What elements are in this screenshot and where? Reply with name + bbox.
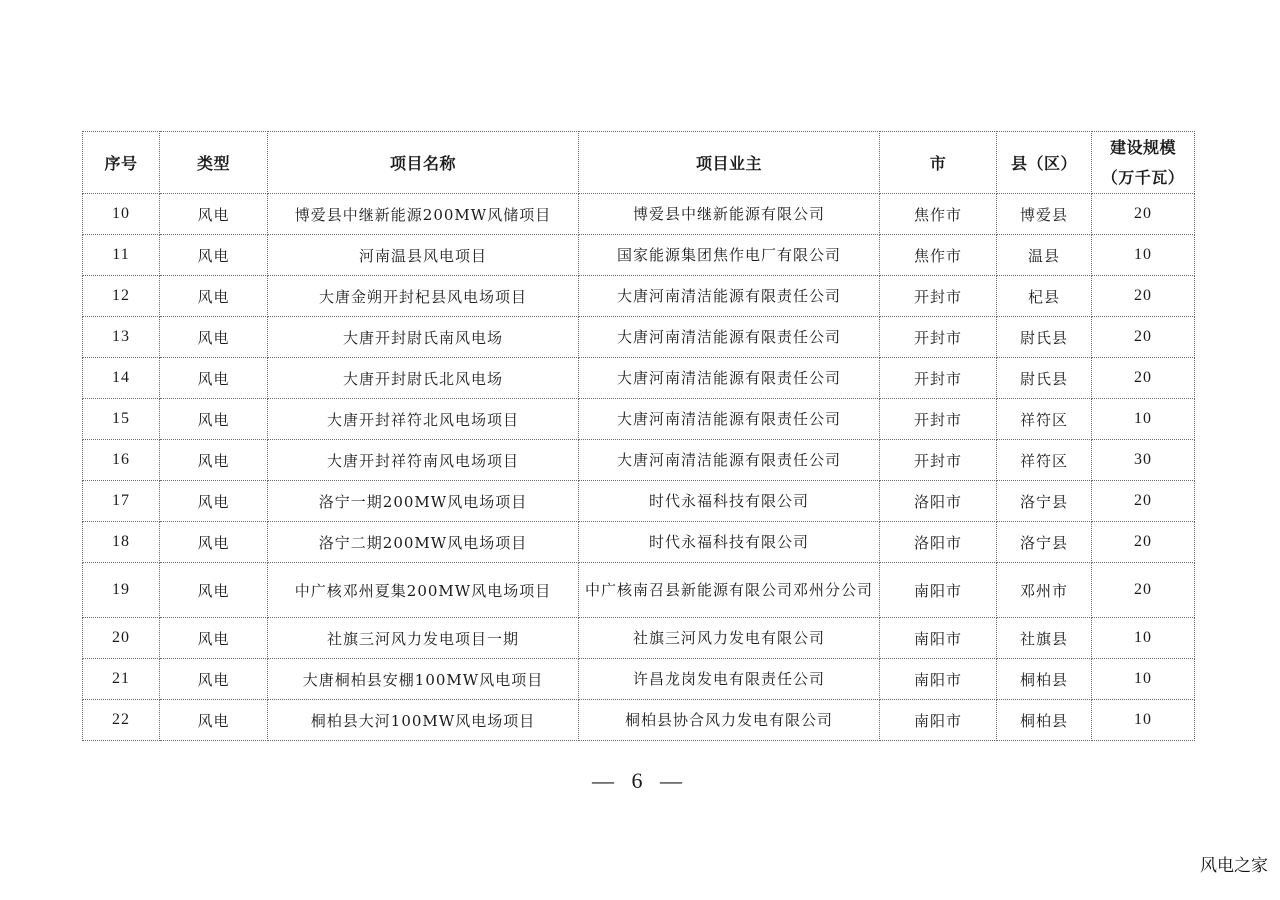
cell-project-name: 大唐开封尉氏南风电场 [268, 317, 579, 358]
header-name: 项目名称 [268, 132, 579, 194]
cell-type: 风电 [160, 563, 268, 618]
cell-city: 南阳市 [880, 618, 997, 659]
cell-county: 社旗县 [997, 618, 1092, 659]
cell-type: 风电 [160, 276, 268, 317]
cell-county: 邓州市 [997, 563, 1092, 618]
cell-county: 博爱县 [997, 194, 1092, 235]
cell-scale: 10 [1092, 659, 1195, 700]
cell-county: 桐柏县 [997, 700, 1092, 741]
cell-county: 洛宁县 [997, 522, 1092, 563]
cell-city: 开封市 [880, 399, 997, 440]
table-row [83, 317, 1195, 358]
cell-project-name: 大唐开封尉氏北风电场 [268, 358, 579, 399]
cell-city: 焦作市 [880, 194, 997, 235]
cell-seq: 19 [83, 563, 160, 618]
cell-type: 风电 [160, 358, 268, 399]
cell-city: 南阳市 [880, 700, 997, 741]
cell-owner: 博爱县中继新能源有限公司 [579, 194, 880, 235]
cell-owner: 时代永福科技有限公司 [579, 481, 880, 522]
cell-county: 尉氏县 [997, 317, 1092, 358]
cell-owner: 大唐河南清洁能源有限责任公司 [579, 358, 880, 399]
cell-scale: 20 [1092, 522, 1195, 563]
header-seq: 序号 [83, 132, 160, 194]
cell-county: 温县 [997, 235, 1092, 276]
cell-project-name: 大唐桐柏县安棚100MW风电项目 [268, 659, 579, 700]
cell-owner: 许昌龙岗发电有限责任公司 [579, 659, 880, 700]
cell-project-name: 河南温县风电项目 [268, 235, 579, 276]
table-row [83, 563, 1195, 618]
cell-city: 开封市 [880, 358, 997, 399]
cell-owner: 大唐河南清洁能源有限责任公司 [579, 276, 880, 317]
table-row [83, 276, 1195, 317]
cell-county: 杞县 [997, 276, 1092, 317]
cell-seq: 10 [83, 194, 160, 235]
page-number: — 6 — [592, 768, 688, 793]
cell-county: 洛宁县 [997, 481, 1092, 522]
cell-project-name: 大唐金朔开封杞县风电场项目 [268, 276, 579, 317]
cell-scale: 10 [1092, 235, 1195, 276]
cell-type: 风电 [160, 235, 268, 276]
cell-seq: 21 [83, 659, 160, 700]
header-county: 县（区） [997, 132, 1092, 194]
table-row [83, 358, 1195, 399]
header-scale [1092, 132, 1195, 194]
header-scale-line1: 建设规模 [1109, 137, 1176, 157]
table-row [83, 481, 1195, 522]
cell-project-name: 洛宁一期200MW风电场项目 [268, 481, 579, 522]
cell-owner: 桐柏县协合风力发电有限公司 [579, 700, 880, 741]
cell-owner: 社旗三河风力发电有限公司 [579, 618, 880, 659]
cell-type: 风电 [160, 399, 268, 440]
cell-seq: 20 [83, 618, 160, 659]
table-row [83, 618, 1195, 659]
table-body [83, 194, 1195, 741]
cell-scale: 20 [1092, 358, 1195, 399]
table-row [83, 522, 1195, 563]
watermark-text: 风电之家 [1200, 856, 1268, 876]
cell-seq: 13 [83, 317, 160, 358]
header-owner: 项目业主 [579, 132, 880, 194]
cell-project-name: 桐柏县大河100MW风电场项目 [268, 700, 579, 741]
cell-type: 风电 [160, 522, 268, 563]
cell-project-name: 洛宁二期200MW风电场项目 [268, 522, 579, 563]
cell-owner: 时代永福科技有限公司 [579, 522, 880, 563]
cell-city: 南阳市 [880, 563, 997, 618]
cell-city: 洛阳市 [880, 481, 997, 522]
cell-project-name: 大唐开封祥符南风电场项目 [268, 440, 579, 481]
cell-type: 风电 [160, 618, 268, 659]
table-row [83, 659, 1195, 700]
cell-scale: 20 [1092, 276, 1195, 317]
cell-project-name: 社旗三河风力发电项目一期 [268, 618, 579, 659]
cell-project-name: 大唐开封祥符北风电场项目 [268, 399, 579, 440]
cell-seq: 14 [83, 358, 160, 399]
cell-city: 开封市 [880, 276, 997, 317]
table-row [83, 399, 1195, 440]
cell-project-name: 中广核邓州夏集200MW风电场项目 [268, 563, 579, 618]
table-header-row [83, 132, 1195, 194]
cell-owner: 大唐河南清洁能源有限责任公司 [579, 399, 880, 440]
cell-type: 风电 [160, 317, 268, 358]
cell-city: 焦作市 [880, 235, 997, 276]
table-row [83, 194, 1195, 235]
cell-scale: 20 [1092, 317, 1195, 358]
header-type: 类型 [160, 132, 268, 194]
cell-county: 祥符区 [997, 399, 1092, 440]
cell-seq: 15 [83, 399, 160, 440]
cell-owner: 国家能源集团焦作电厂有限公司 [579, 235, 880, 276]
cell-scale: 10 [1092, 700, 1195, 741]
cell-county: 祥符区 [997, 440, 1092, 481]
cell-project-name: 博爱县中继新能源200MW风储项目 [268, 194, 579, 235]
cell-scale: 10 [1092, 399, 1195, 440]
cell-type: 风电 [160, 481, 268, 522]
cell-city: 开封市 [880, 440, 997, 481]
table-row [83, 700, 1195, 741]
cell-scale: 20 [1092, 194, 1195, 235]
cell-owner: 中广核南召县新能源有限公司邓州分公司 [579, 563, 880, 618]
cell-owner: 大唐河南清洁能源有限责任公司 [579, 440, 880, 481]
cell-city: 开封市 [880, 317, 997, 358]
cell-owner: 大唐河南清洁能源有限责任公司 [579, 317, 880, 358]
cell-scale: 30 [1092, 440, 1195, 481]
project-table [82, 131, 1195, 741]
cell-type: 风电 [160, 659, 268, 700]
cell-scale: 20 [1092, 563, 1195, 618]
cell-seq: 17 [83, 481, 160, 522]
header-city: 市 [880, 132, 997, 194]
table-row [83, 235, 1195, 276]
cell-seq: 16 [83, 440, 160, 481]
cell-county: 尉氏县 [997, 358, 1092, 399]
cell-seq: 12 [83, 276, 160, 317]
header-scale-line2: （万千瓦） [1101, 167, 1185, 187]
cell-scale: 20 [1092, 481, 1195, 522]
cell-seq: 18 [83, 522, 160, 563]
table-row [83, 440, 1195, 481]
cell-type: 风电 [160, 194, 268, 235]
cell-seq: 22 [83, 700, 160, 741]
cell-scale: 10 [1092, 618, 1195, 659]
cell-type: 风电 [160, 700, 268, 741]
cell-county: 桐柏县 [997, 659, 1092, 700]
cell-city: 南阳市 [880, 659, 997, 700]
cell-type: 风电 [160, 440, 268, 481]
cell-city: 洛阳市 [880, 522, 997, 563]
cell-seq: 11 [83, 235, 160, 276]
